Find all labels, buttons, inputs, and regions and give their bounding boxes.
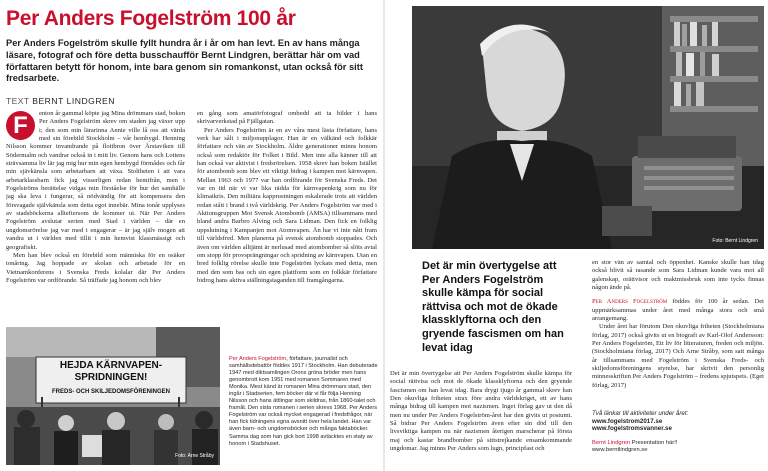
col1-paragraph-1: enton år gammal köpte jag Mina drömmars stad, boken Per Anders Fogelström skrev om staden jag växer upp i; den som min lärarinna Annie ville lå oss att värda med sin förebild Stockholm – vår hembygd. Henning Nilsson kommer invandrande på flottbron över Årstaviken till Södermalm och vandrar också in i mitt liv. Genom hans och Lottens strävsamma liv lär jag mig hur min egen hembygd förmådes och får min sjävkänsla som arbetarbarn att växa. Stoltheten i att vara arbetarklassbarn fick jag visserligen redan hemifrån, men i Fogelströms berättelse vidgas min förståelse för hur det samhälle jag ska leva i fungerar, så nödvändig för att kompensera den försvagade självkänsla som detta egot innebär. Mina tonår upplyses av stadsböckerna allteftersom de kommer ut. När Per Anders Fogelström avslutar serien med Stad i världen – där en ungdomsrörelse jag var med i engagerar – är jag själv mogen att vandra ut i världen med tillit i min hemvist klassmässigt och geografiskt. [6,110,185,251]
byline-label: TEXT [6,96,30,106]
dropcap: F [6,111,35,140]
byline [6,96,115,106]
photo2-credit: Foto: Bernt Lindgren [712,238,758,244]
author-portrait-art [412,6,764,249]
demonstration-photo-art [6,327,220,465]
link-fogelstromsvanner[interactable]: www.fogelstromsvanner.se [592,425,672,433]
footer-author-url[interactable]: www.berntlindgren.se [592,447,648,454]
footer-author-name: Bernt Lindgren [592,440,631,446]
col2-paragraph-2: Per Anders Fogelström är en av våra mest lästa författare, hans verk har sålt i miljonupplagor. Han är en välkänd och folkkär författare och vän av Stockholm. Äldre generationer minns honom också som redaktör för Folket i Bild. Men inte alla känner till att han också var aktivist i fredsrörelsen. 1958 skrev han boken Istället för atombomb som blev ett viktigt bidrag i kampen mot kärnvapen. Mellan 1963 och 1977 var han ordförande för Svenska Freds. Det var en tid när vi var lika rädda för kärnvapenkrig som nu för klimatkris. Den militära kapprustningen eskalerade trots att världen redan stått i brand i två världskrig. Per Anders Fogelström var med i Aktionsgruppen Mot Svensk Atombomb (AMSA) tillsammans med bland andra Barbro Alving och Sara Lidman. Den fick en folklig uppslutning i Kampanjen mot Atomvapen. Än har vi inte nått fram till världsfred. Men planerna på svensk atombomb stoppades. Och även om världen alltjämt är nerlusad med atombomber så slöts avtal om stopp för provsprängningar och spridning av kärnvapen. Utan en bred folklig rörelse skulle inte Fogelström lyckats med detta, men med den som bas och sin egen plattform som en folkkär författare bidrog hans aktiva ställningstaganden till framgångarna. [197,126,377,284]
link-fogelstrom2017[interactable]: www.fogelstrom2017.se [592,417,663,425]
photo-caption [229,356,379,448]
article-title: Per Anders Fogelström 100 år [6,7,296,30]
col3-paragraph-1: Det är min övertygelse att Per Anders Fogelström skulle kämpa för social rättvisa och mot de ökade klassklyftorna och den gryende fascismen om han levat idag. Bara drygt tjugo år gammal skrev han Den okuvliga friheten strax före andra världskriget, ett av hans många bidrag till kampen mot nazismen. Inget förlag gav ut den då men nu under Per Anders Fogelström-året har den givits ut postumt. Så bidrar Per Anders Fogelström även efter sin död till den livsviktiga kampen nu när nazismen återigen marscherar på första maj och kastar brandbomber på sittstrejkande ensamkommande ungdomar. Jag minns Per Anders som lugn, principfast och [390,370,572,453]
byline-author: BERNT LINDGREN [32,96,115,106]
col4-paragraph-1: en stor vän av samtal och öppenhet. Kanske skulle han idag också blivit så rasande som Sara Lidman kunde vara mot all galenskap, orättvisor och maktmissbruk som inte tycks finnas någon ände på. [592,259,764,292]
footer-author-label: Presentation här!! [631,440,678,446]
sign-line-2: SPRIDNINGEN! [74,372,148,383]
sign-line-3: FREDS- OCH SKILJEDOMSFÖRENINGEN [51,389,170,395]
caption-text: , författare, journalist och samhällsdebattör föddes 1917 i Stockholm. Han debuterade 1947 med diktsamlingen Orons gröna bröder men hans genombrott kom 1951 med romanen Sommaren med Monika. Mest känd är romanen Mina drömmars stad, den ingår i Stadserien, fem böcker där vi får följa Henning Nilsson och hans ättlingar som skildras, från 1860-talet och framåt. Den sista romanen i serien skrevs 1968. Per Anders Fogelström var också mycket engagerad i fredsfrågor, när han fick tidningens egna avsnitt över hela landet. Han var även barn- och ungdomsböcker och många faktaböcker. Samma dag som han gick bort 1998 avtäcktes en staty av honom i Stadshuset. [229,356,378,447]
body-column-4 [592,259,764,409]
col2-paragraph-1: en gång som amatörfotograf ombedd att ta bilder i hans skrivarverkstad på Fjällgatan. [197,110,377,126]
body-column-2 [197,110,377,352]
col4-paragraph-3: Under året har förutom Den okuvliga friheten (Stockholmiana förlag, 2017) också givits ut en biografi av Karl-Olof Andersson: Per Anders Fogelström, Ett liv för litteraturen, freden och miljön. (Stockholmiana förlag, 2017) Och Arne Stråby, som satt många år tillsammans med Fogelström i Svenska Freds- och skiljedomsföreningens styrelse, har skrivit den personlig minnesskriften Per Anders Fogelström – fredens spjutspets. (Eget förlag, 2017) [592,323,764,389]
col4-label: Per Anders Fogelström [592,298,668,306]
author-footer [592,440,677,455]
caption-name: Per Anders Fogelström [229,356,287,362]
article-lead: Per Anders Fogelström skulle fyllt hundra år i år om han levt. En av hans många läsare, fotograf och före detta busschaufför Bernt Lindgren, berättar här om vad författaren betytt för honom, inte bara genom sin romankonst, utan också för sitt fredsarbete. [6,38,363,84]
sign-line-1: HEJDA KÄRNVAPEN- [59,360,163,371]
links-intro: Två länkar till aktiviteter under året: [592,410,689,417]
demonstration-photo [6,327,220,465]
col4-paragraph-2: föddes för 100 år sedan. Det uppmärksammas under året med många stora och små arrangemang. [592,298,764,323]
pull-quote: Det är min övertygelse att Per Anders Fogelström skulle kämpa för social rättvisa och mot de ökade klassklyftorna och den gryende fascismen om han levat idag [422,260,564,354]
links-box [592,410,764,433]
col1-paragraph-2: Men han blev också en förebild som människa för en osäker tonåring. Jag hoppade av skolan och arbetade för en Vietnamkonferens i Svenska Freds kolalar där Per Anders Fogelström var ordförande. Så träffade jag honom och blev [6,251,185,284]
body-column-3 [390,370,572,468]
author-portrait-photo [412,6,764,249]
right-page [384,0,768,471]
body-column-1 [6,110,185,322]
photo1-credit: Foto: Arne Stråby [175,453,214,459]
